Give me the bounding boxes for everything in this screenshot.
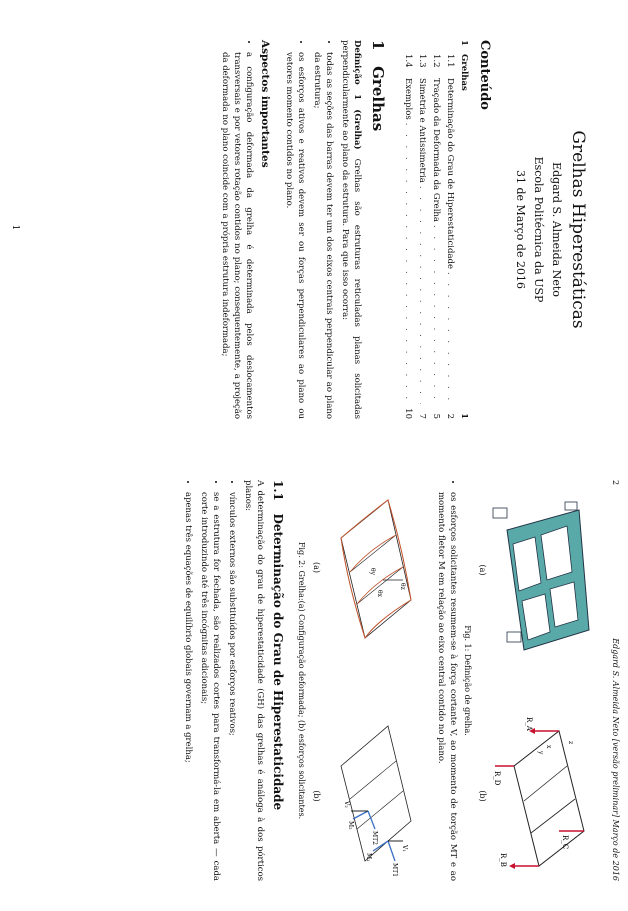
page-number: 1 (10, 224, 20, 231)
figure-2-caption: Fig. 2: Grelha:(a) Configuração deformada; (b) esforços solicitantes. (297, 541, 306, 820)
axis-label: x (545, 745, 552, 749)
toc-item[interactable]: 1.4 Exemplos . . . 10 (401, 40, 415, 419)
deformed-grid-diagram (323, 480, 423, 655)
figure-2a (312, 480, 423, 655)
figure-1a-label: (a) (478, 564, 487, 576)
document-date: 31 de Março de 2016 (514, 170, 527, 289)
list-item: • se a estrutura for fechada, são realizados cortes para transformá-la em aberta — cada corte introduzindo até três incógnitas adicionais; (198, 492, 222, 881)
force-label: MT2 (371, 831, 378, 845)
axis-label: y (537, 751, 544, 755)
figure-1b (478, 711, 599, 881)
list-item: • os esforços ativos e reativos devem ser ou forças perpendiculares ao plano ou vetores momento contidos no plano. (283, 52, 307, 419)
institution: Escola Politécnica da USP (532, 156, 545, 303)
reaction-label: R_D (493, 771, 501, 786)
running-header (611, 480, 620, 881)
figure-2b-label: (b) (312, 790, 321, 802)
force-label: V₁ (401, 845, 408, 852)
author: Edgard S. Almeida Neto (550, 162, 563, 297)
reaction-label: R_C (561, 835, 569, 850)
forces-list (435, 480, 459, 881)
aspects-list (219, 40, 255, 419)
figure-2b (312, 711, 423, 881)
section-intro: A determinação do grau de hiperestaticidade (GH) das grelhas é análoga à dos pórticos planos: (243, 480, 265, 881)
figure-2 (312, 480, 423, 881)
toc-item[interactable]: 1.1 Determinação do Grau de Hiperestaticidade . . . 2 (443, 40, 457, 419)
page-number: 2 (611, 480, 620, 486)
figure-1a (478, 480, 599, 660)
force-label: V₂ (343, 801, 350, 808)
reaction-label: R_B (499, 853, 507, 867)
gh-list (182, 480, 238, 881)
figure-1 (478, 480, 599, 881)
aspects-heading: Aspectos importantes (259, 40, 271, 168)
reaction-label: R_A (525, 717, 533, 731)
rotation-label: θz (399, 583, 406, 590)
axis-label: z (567, 741, 574, 745)
section-heading: 1.1 Determinação do Grau de Hiperestaticidade (271, 480, 285, 811)
figure-2a-label: (a) (312, 561, 321, 573)
page-1 (0, 0, 628, 455)
force-label: MT1 (391, 863, 398, 877)
definition-label: Definição 1 (Grelha) (352, 40, 362, 150)
force-label: M₁ (365, 853, 372, 862)
internal-forces-diagram (323, 711, 423, 881)
page-2 (0, 456, 628, 911)
list-item: • a configuração deformada da grelha é determinada pelos deslocamentos transversais e por vetores rotação contidos no plano; consequentemente, a projeção da deformada no plano coincide com a própria estrutura indeformada; (219, 52, 255, 419)
list-item: • os esforços solicitantes resumem-se à força cortante V, ao momento de torção MT e ao momento fletor M em relação ao eixo central contido no plano. (435, 492, 459, 881)
force-label: M₂ (347, 821, 354, 830)
rotation-label: θx (376, 590, 383, 597)
rotation-label: θy (369, 568, 376, 576)
list-item: • apenas três equações de equilíbrio globais governam a grelha; (182, 492, 194, 881)
figure-1b-label: (b) (478, 790, 487, 802)
definition-list (283, 40, 335, 419)
contents-heading: Conteúdo (477, 40, 492, 110)
toc-item[interactable]: 1 Grelhas 1 (459, 40, 469, 419)
toc-item[interactable]: 1.3 Simetria e Antissimetria . . . 7 (415, 40, 429, 419)
list-item: • todas as seções das barras devem ter um dos eixos centrais perpendicular ao plano da estrutura; (311, 52, 335, 419)
table-of-contents (401, 40, 471, 419)
definition-text: Grelhas são estruturas reticuladas planas solicitadas perpendicularmente ao plano da estrutura. Para que isso ocorra: (340, 40, 362, 419)
grid-structure-3d-illustration (489, 480, 599, 660)
header-title: Edgard S. Almeida Neto [versão preliminar] Março de 2016 (611, 638, 620, 881)
document-title: Grelhas Hiperestáticas (568, 130, 588, 329)
grid-reactions-diagram (489, 711, 599, 881)
definition-paragraph (339, 40, 363, 419)
figure-1-caption: Fig. 1: Definição de grelha. (463, 625, 472, 736)
list-item: • vínculos externos são substituídos por esforços reativos; (226, 492, 238, 881)
section-heading: 1 Grelhas (369, 40, 387, 132)
toc-item[interactable]: 1.2 Traçado da Deformada da Grelha . . . 5 (429, 40, 443, 419)
